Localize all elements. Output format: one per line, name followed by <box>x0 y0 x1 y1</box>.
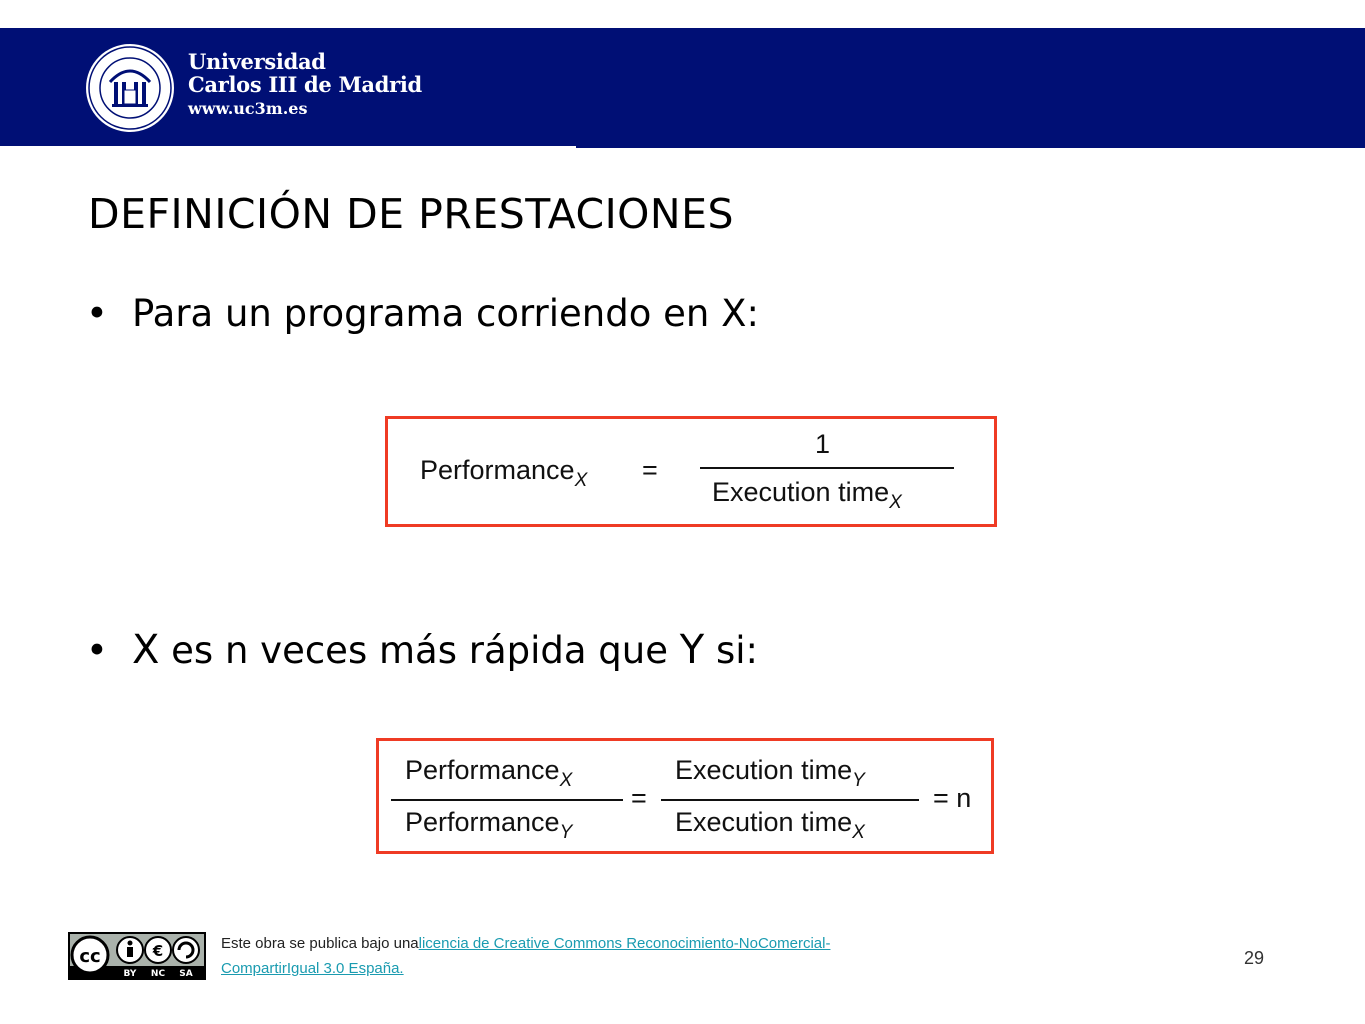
cc-label-sa: SA <box>179 969 193 979</box>
page-number: 29 <box>1244 948 1265 968</box>
license-link[interactable]: licencia de Creative Commons Reconocimiento-NoComercial-CompartirIgual 3.0 España. <box>221 935 831 977</box>
bullet-var-y: Y <box>679 627 705 673</box>
formula-num2: Execution time$_Y$ <box>675 755 865 791</box>
performance-formula <box>385 416 997 527</box>
speedup-formula <box>376 738 994 854</box>
formula-equals: = <box>642 455 658 485</box>
university-name-line2: Carlos III de Madrid <box>188 72 422 97</box>
fraction-bar-2 <box>661 799 919 801</box>
svg-text:cc: cc <box>79 946 101 967</box>
cc-label-nc: NC <box>150 969 166 979</box>
university-url: www.uc3m.es <box>188 99 308 118</box>
header-divider <box>0 146 576 148</box>
bullet-dot: • <box>86 292 108 335</box>
bullet-dot: • <box>86 629 108 672</box>
formula-equals-n: = n <box>933 783 972 813</box>
bullet-item-2 <box>86 627 758 673</box>
bullet-item-1 <box>86 292 759 335</box>
university-seal-icon <box>84 42 176 134</box>
formula-den1: Performance$_Y$ <box>405 807 573 843</box>
bullet-text-2-end: si: <box>704 629 759 672</box>
formula-den2: Execution time$_X$ <box>675 807 865 843</box>
bullet-text-2: es n veces más rápida que <box>159 629 680 672</box>
university-wordmark <box>188 50 422 122</box>
slide-title: DEFINICIÓN DE PRESTACIONES <box>88 190 735 238</box>
formula-denominator: Execution time$_X$ <box>712 477 902 513</box>
formula-lhs: Performance$_X$ <box>420 455 588 491</box>
license-notice <box>221 931 921 981</box>
university-name-line1: Universidad <box>188 49 326 74</box>
creative-commons-license-icon[interactable] <box>68 932 206 980</box>
fraction-bar-1 <box>391 799 623 801</box>
license-prefix: Este obra se publica bajo una <box>221 935 419 952</box>
svg-text:€: € <box>152 942 164 960</box>
formula-numerator: 1 <box>815 429 831 459</box>
formula-num1: Performance$_X$ <box>405 755 573 791</box>
cc-label-by: BY <box>123 969 137 979</box>
bullet-var-x: X <box>132 627 160 673</box>
fraction-bar <box>700 467 954 469</box>
formula-equals-1: = <box>631 783 647 813</box>
bullet-text-1: Para un programa corriendo en X: <box>132 292 759 335</box>
